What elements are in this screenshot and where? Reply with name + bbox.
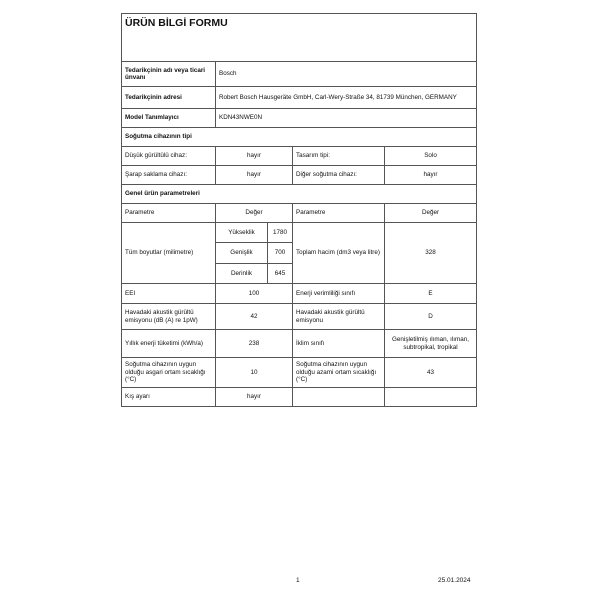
dimensions-label: Tüm boyutlar (milimetre) bbox=[122, 223, 216, 284]
other-cooling-label: Diğer soğutma cihazı: bbox=[293, 166, 385, 185]
col-header-value-2: Değer bbox=[385, 204, 477, 223]
min-temp-value: 10 bbox=[216, 358, 293, 388]
empty-value bbox=[385, 388, 477, 407]
model-label: Model Tanımlayıcı bbox=[122, 109, 216, 128]
supplier-address-value: Robert Bosch Hausgeräte GmbH, Carl-Wery-Straße 34, 81739 München, GERMANY bbox=[216, 87, 477, 109]
depth-label: Derinlik bbox=[231, 269, 252, 277]
product-info-form bbox=[121, 13, 476, 407]
col-header-value: Değer bbox=[216, 204, 293, 223]
wine-storage-label: Şarap saklama cihazı: bbox=[122, 166, 216, 185]
climate-class-value: Genişletilmiş ılıman, ılıman, subtropikal, tropikal bbox=[385, 330, 477, 358]
width-label: Genişlik bbox=[216, 243, 268, 264]
total-volume-label: Toplam hacim (dm3 veya litre) bbox=[293, 223, 385, 284]
total-volume-value: 328 bbox=[385, 223, 477, 284]
winter-setting-value: hayır bbox=[216, 388, 293, 407]
width-value: 700 bbox=[268, 243, 293, 264]
eei-label: EEI bbox=[122, 284, 216, 304]
noise-class-label: Havadaki akustik gürültü emisyonu bbox=[293, 304, 385, 330]
winter-setting-label: Kış ayarı bbox=[122, 388, 216, 407]
design-type-label: Tasarım tipi: bbox=[293, 147, 385, 166]
design-type-value: Solo bbox=[385, 147, 477, 166]
supplier-address-label: Tedarikçinin adresi bbox=[122, 87, 216, 109]
supplier-name-value: Bosch bbox=[216, 62, 477, 87]
form-title: ÜRÜN BİLGİ FORMU bbox=[122, 14, 477, 62]
low-noise-value: hayır bbox=[216, 147, 293, 166]
height-label: Yükseklik bbox=[216, 223, 268, 243]
info-table bbox=[121, 13, 477, 407]
depth-value: 645 bbox=[268, 263, 293, 283]
model-value: KDN43NWE0N bbox=[216, 109, 477, 128]
col-header-param-2: Parametre bbox=[293, 204, 385, 223]
max-temp-label: Soğutma cihazının uygun olduğu azami ortam sıcaklığı (°C) bbox=[293, 358, 385, 388]
page-number: 1 bbox=[296, 577, 300, 584]
eei-value: 100 bbox=[216, 284, 293, 304]
noise-emission-label: Havadaki akustik gürültü emisyonu (dB (A) re 1pW) bbox=[122, 304, 216, 330]
dimensions-values bbox=[216, 223, 293, 284]
energy-class-label: Enerji verimliliği sınıfı bbox=[293, 284, 385, 304]
noise-class-value: D bbox=[385, 304, 477, 330]
energy-class-value: E bbox=[385, 284, 477, 304]
other-cooling-value: hayır bbox=[385, 166, 477, 185]
wine-storage-value: hayır bbox=[216, 166, 293, 185]
supplier-name-label: Tedarikçinin adı veya ticari ünvanı bbox=[122, 62, 216, 87]
low-noise-label: Düşük gürültülü cihaz: bbox=[122, 147, 216, 166]
annual-energy-label: Yıllık enerji tüketimi (kWh/a) bbox=[122, 330, 216, 358]
cooling-type-heading: Soğutma cihazının tipi bbox=[122, 128, 477, 147]
general-params-heading: Genel ürün parametreleri bbox=[122, 185, 477, 204]
col-header-param: Parametre bbox=[122, 204, 216, 223]
footer-date: 25.01.2024 bbox=[438, 577, 471, 584]
empty-label bbox=[293, 388, 385, 407]
min-temp-label: Soğutma cihazının uygun olduğu asgari ortam sıcaklığı (°C) bbox=[122, 358, 216, 388]
annual-energy-value: 238 bbox=[216, 330, 293, 358]
climate-class-label: İklim sınıfı bbox=[293, 330, 385, 358]
max-temp-value: 43 bbox=[385, 358, 477, 388]
height-value: 1780 bbox=[268, 223, 293, 243]
noise-emission-value: 42 bbox=[216, 304, 293, 330]
